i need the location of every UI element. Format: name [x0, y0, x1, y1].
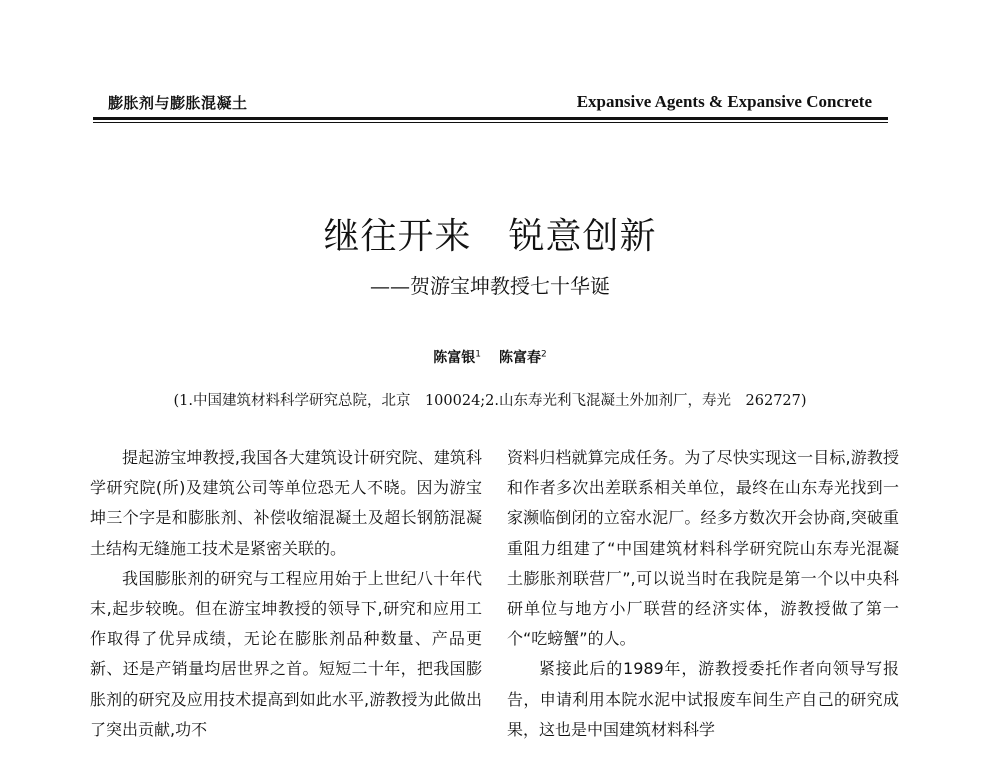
- article-title: 继往开来 锐意创新: [323, 216, 657, 257]
- body-column-left: [90, 443, 482, 745]
- header-rule-thin: [93, 122, 888, 123]
- author-name-2: 陈富春: [499, 350, 541, 366]
- author-affiliation-mark-1: 1: [475, 349, 481, 360]
- body-paragraph-continued: 资料归档就算完成任务。为了尽快实现这一目标,游教授和作者多次出差联系相关单位，最终在山东寿光找到一家濒临倒闭的立窑水泥厂。经多方数次开会协商,突破重重阻力组建了“中国建筑材料科学研究院山东寿光混凝土膨胀剂联营厂”,可以说当时在我院是第一个以中央科研单位与地方小厂联营的经济实体，游教授做了第一个“吃螃蟹”的人。: [507, 448, 899, 649]
- header-rule-thick: [93, 117, 888, 120]
- author-affiliation-mark-2: 2: [541, 349, 547, 360]
- article-subtitle: ——贺游宝坤教授七十华诞: [370, 274, 610, 298]
- body-paragraph: 紧接此后的1989年，游教授委托作者向领导写报告，申请利用本院水泥中试报废车间生产自己的研究成果，这也是中国建筑材料科学: [507, 659, 899, 739]
- body-paragraph: 提起游宝坤教授,我国各大建筑设计研究院、建筑科学研究院(所)及建筑公司等单位恐无人不晓。因为游宝坤三个字是和膨胀剂、补偿收缩混凝土及超长钢筋混凝土结构无缝施工技术是紧密关联的。: [90, 448, 482, 558]
- author-affiliations: (1.中国建筑材料科学研究总院，北京 100024;2.山东寿光利飞混凝土外加剂厂，寿光 262727): [173, 393, 807, 409]
- running-head-chinese: 膨胀剂与膨胀混凝土: [108, 94, 248, 112]
- body-paragraph: 我国膨胀剂的研究与工程应用始于上世纪八十年代末,起步较晚。但在游宝坤教授的领导下,研究和应用工作取得了优异成绩，无论在膨胀剂品种数量、产品更新、还是产销量均居世界之首。短短二十年，把我国膨胀剂的研究及应用技术提高到如此水平,游教授为此做出了突出贡献,功不: [90, 568, 482, 739]
- author-line: [0, 347, 980, 367]
- running-head-english: Expansive Agents & Expansive Concrete: [576, 92, 872, 111]
- body-column-right: [507, 443, 899, 745]
- author-name-1: 陈富银: [433, 350, 476, 366]
